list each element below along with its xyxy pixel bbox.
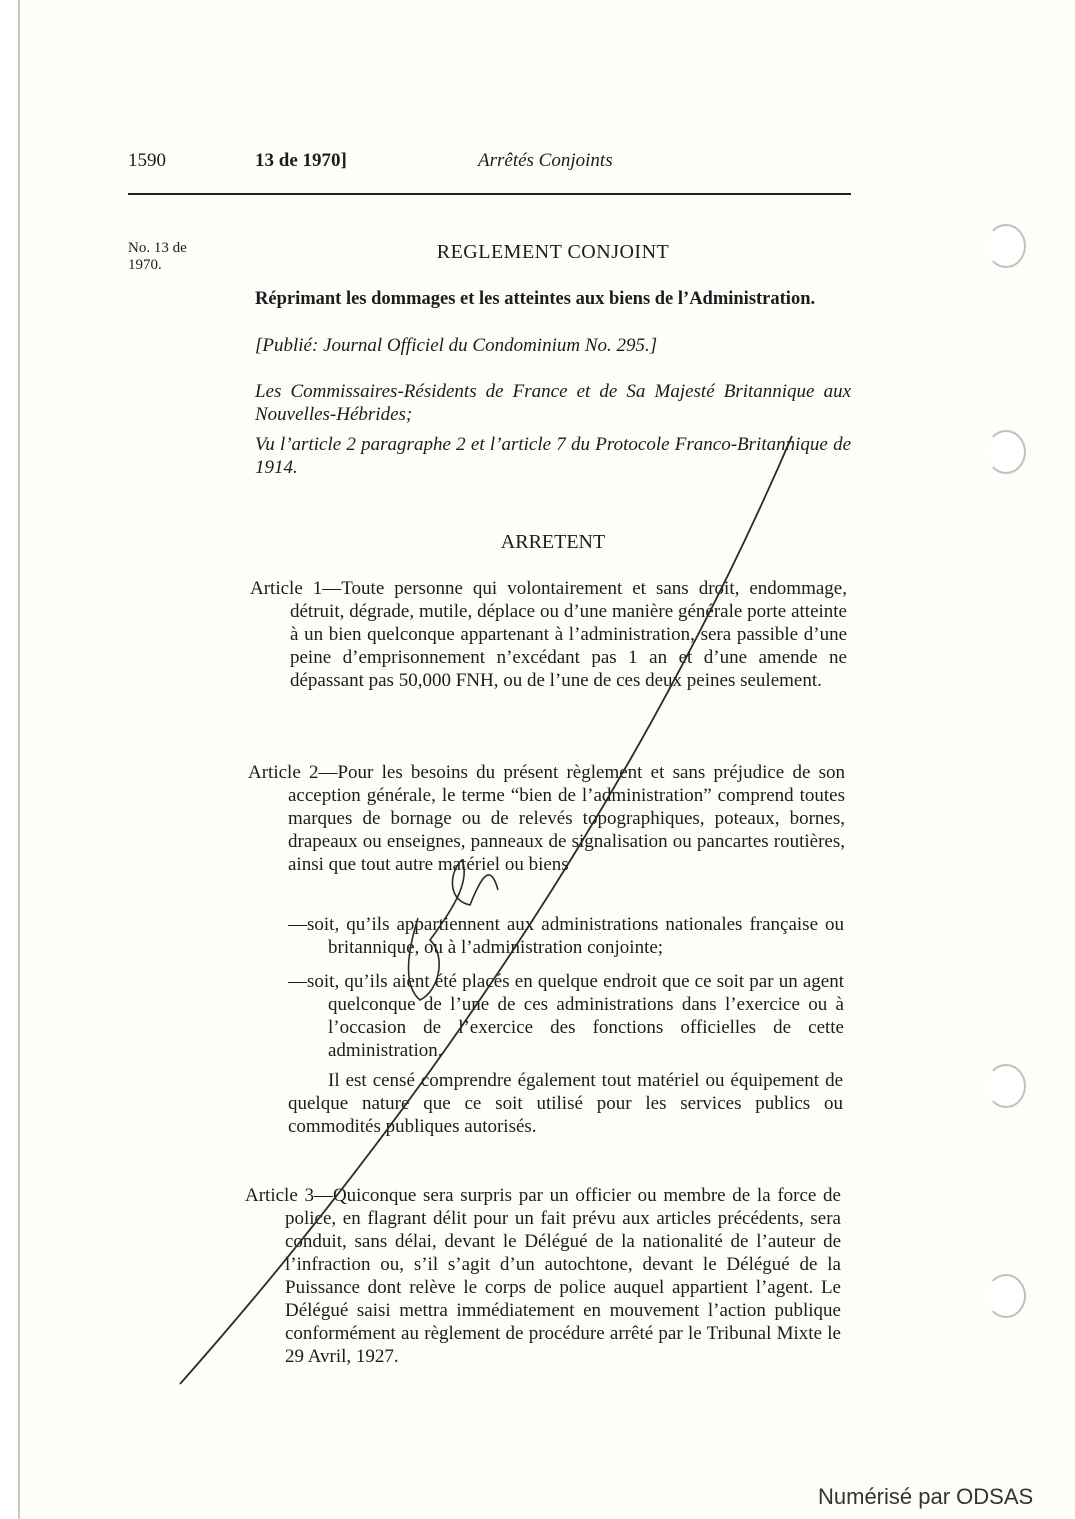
binder-hole-3 — [986, 1064, 1026, 1108]
article-2-closing: Il est censé comprendre également tout matériel ou équipement de quelque nature que ce soit utilisé pour les services publics ou commodités publiques autorisés. — [288, 1070, 843, 1137]
article-2-item-2: —soit, qu’ils aient été placés en quelque endroit que ce soit par un agent quelconque de l’une de ces administrations dans l’exercice ou à l’occasion de l’exercice des fonctions officielles de cette administration. — [288, 971, 844, 1061]
binder-hole-2 — [986, 430, 1026, 474]
decree-heading: ARRETENT — [500, 531, 606, 553]
article-2-label: Article 2— — [248, 762, 338, 783]
binder-hole-4 — [986, 1274, 1026, 1318]
header-section: Arrêtés Conjoints — [478, 150, 613, 171]
article-1-text: Toute personne qui volontairement et sans droit, endommage, détruit, dégrade, mutile, déplace ou d’une manière générale porte atteinte à un bien quelconque appartenant à l’administration, sera passible d’une peine d’emprisonnement n’excédant pas 1 an et d’une amende ne dépassant pas 50,000 FNH, ou de l’une de ces deux peines seulement. — [290, 578, 847, 691]
article-2-item-1: —soit, qu’ils appartiennent aux administrations nationales française ou britannique, ou à l’administration conjointe; — [288, 914, 844, 958]
document-subtitle: Réprimant les dommages et les atteintes aux biens de l’Administration. — [255, 289, 816, 309]
article-3-text: Quiconque sera surpris par un officier ou membre de la force de police, en flagrant délit pour un fait prévu aux articles précédents, sera conduit, sans délai, devant le Délégué de la nationalité de l’auteur de l’infraction ou, s’il s’agit d’un autochtone, devant le Délégué de la Puissance dont relève le corps de police auquel appartient l’agent. Le Délégué saisi mettra immédiatement en mouvement l’action publique conformément au règlement de procédure arrêté par le Tribunal Mixte le 29 Avril, 1927. — [285, 1185, 841, 1367]
digitization-credit: Numérisé par ODSAS — [818, 1484, 1034, 1509]
margin-note — [128, 240, 228, 274]
article-2 — [248, 761, 845, 876]
header-rule — [128, 193, 851, 195]
margin-note-line-1: No. 13 de — [128, 240, 187, 256]
article-3 — [245, 1184, 841, 1368]
document-title: REGLEMENT CONJOINT — [436, 241, 670, 263]
article-1-label: Article 1— — [250, 578, 342, 599]
preamble-commissioners: Les Commissaires-Résidents de France et de Sa Majesté Britannique aux Nouvelles-Hébrides; — [255, 381, 851, 425]
binder-hole-1 — [986, 224, 1026, 268]
margin-note-line-2: 1970. — [128, 257, 162, 273]
article-2-text: Pour les besoins du présent règlement et sans préjudice de son acception générale, le terme “bien de l’administration” comprend toutes marques de bornage ou de relevés topographiques, poteaux, bornes, drapeaux ou enseignes, panneaux de signalisation ou pancartes routières, ainsi que tout autre matériel ou biens — [288, 762, 845, 875]
page-number: 1590 — [128, 150, 166, 171]
article-3-label: Article 3— — [245, 1185, 333, 1206]
preamble-visa: Vu l’article 2 paragraphe 2 et l’article 7 du Protocole Franco-Britannique de 1914. — [255, 434, 851, 478]
header-reference: 13 de 1970] — [255, 150, 347, 171]
publication-note: [Publié: Journal Officiel du Condominium No. 295.] — [255, 335, 658, 356]
article-1 — [250, 577, 847, 692]
